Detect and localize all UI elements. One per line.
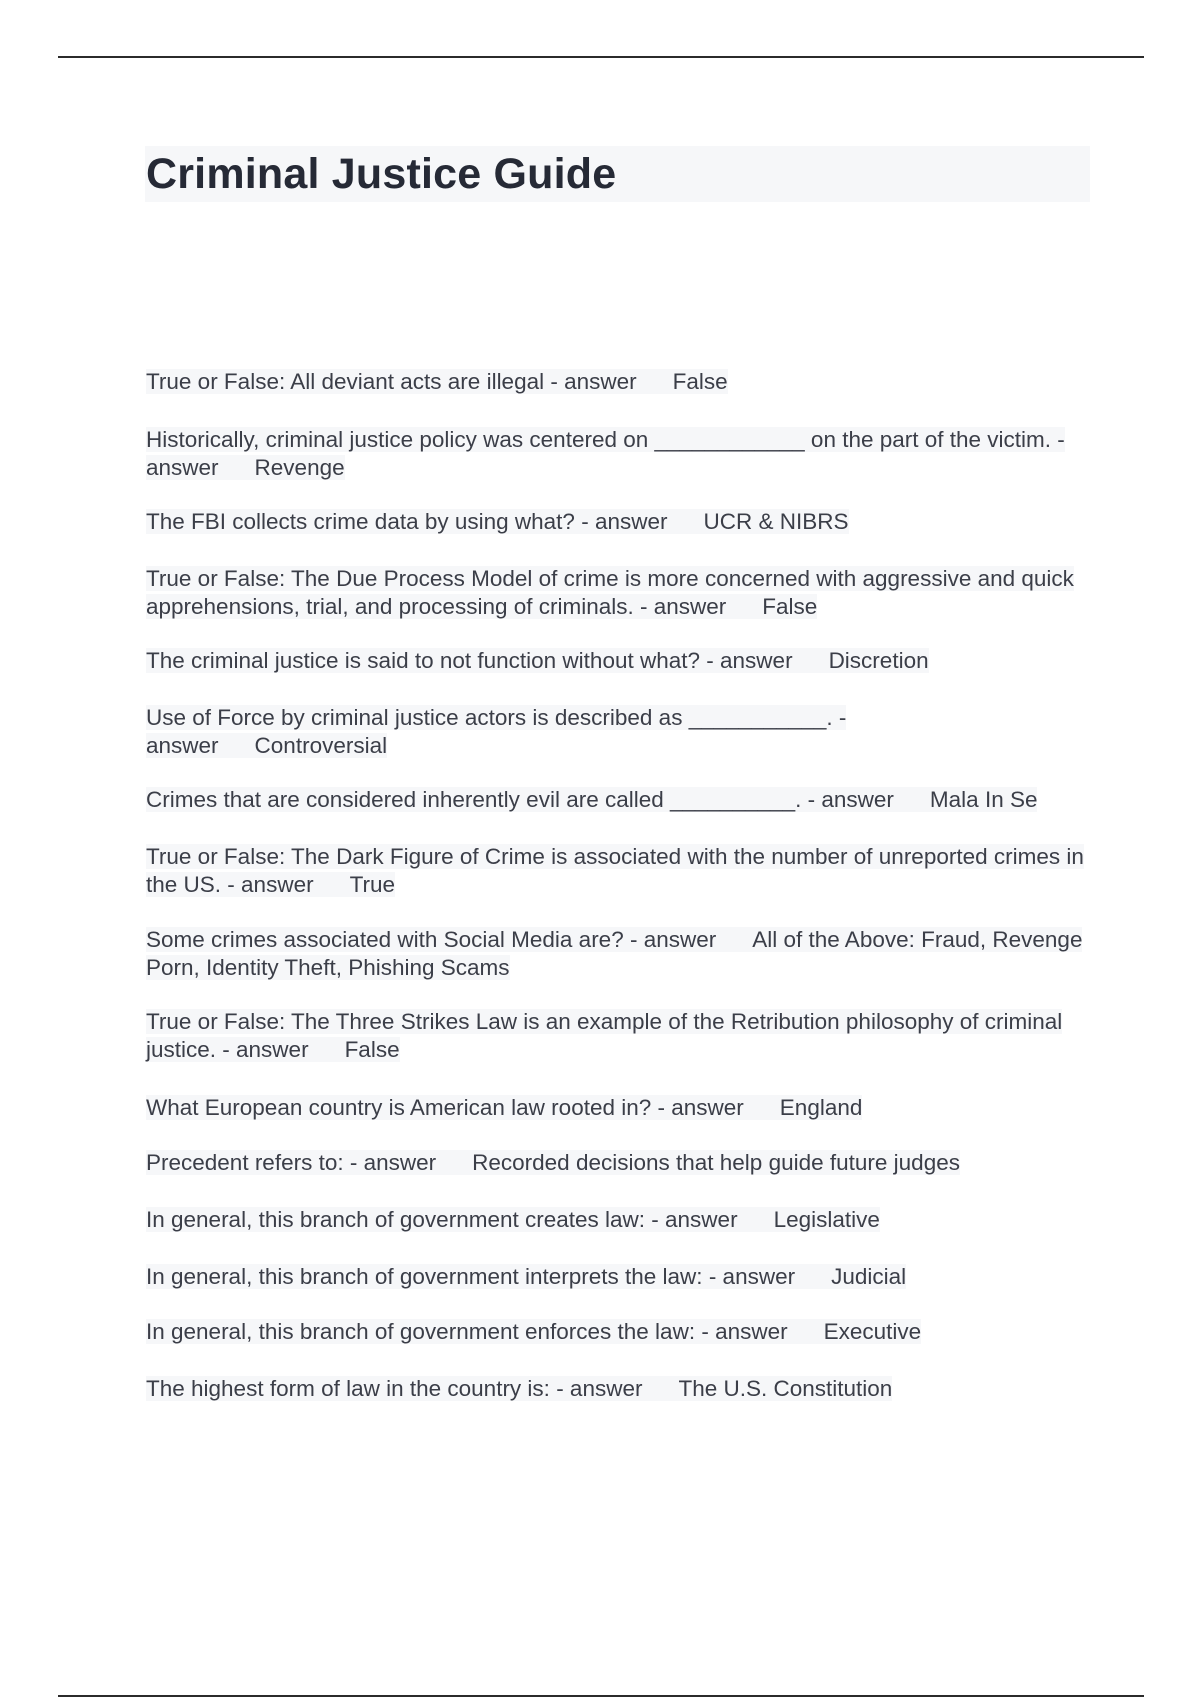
qa-list — [146, 368, 1091, 1403]
question: Some crimes associated with Social Media are? — [146, 927, 624, 952]
qa-item — [146, 1318, 1091, 1346]
question: The highest form of law in the country is: — [146, 1376, 550, 1401]
answer-separator: - answer — [146, 705, 847, 758]
question: In general, this branch of government creates law: — [146, 1207, 646, 1232]
qa-item — [146, 426, 1091, 482]
answer: Revenge — [254, 455, 345, 480]
answer-separator: - answer — [702, 1264, 796, 1289]
qa-item — [146, 1375, 1091, 1403]
qa-item — [146, 1149, 1091, 1177]
answer-separator: - answer — [695, 1319, 788, 1344]
answer: False — [672, 369, 728, 394]
qa-item — [146, 1206, 1091, 1234]
answer-separator: - answer — [146, 427, 1065, 480]
top-rule — [58, 56, 1144, 58]
answer-separator: - answer — [574, 509, 668, 534]
question: The FBI collects crime data by using what? — [146, 509, 575, 534]
answer: Judicial — [831, 1264, 907, 1289]
answer: False — [762, 594, 818, 619]
qa-item — [146, 647, 1091, 675]
question: True or False: All deviant acts are illegal — [146, 369, 545, 394]
answer-separator: - answer — [651, 1095, 744, 1120]
qa-item — [146, 926, 1091, 982]
qa-item — [146, 508, 1091, 536]
answer: Legislative — [773, 1207, 880, 1232]
answer-separator: - answer — [645, 1207, 738, 1232]
question: What European country is American law rooted in? — [146, 1095, 652, 1120]
qa-item — [146, 786, 1091, 814]
answer: Mala In Se — [929, 787, 1038, 812]
question: The criminal justice is said to not function without what? — [146, 648, 701, 673]
bottom-rule — [58, 1695, 1144, 1697]
qa-item — [146, 1008, 1091, 1064]
qa-item — [146, 368, 1091, 396]
qa-item — [146, 1263, 1091, 1291]
answer-separator: - answer — [623, 927, 717, 952]
answer-separator: - answer — [343, 1150, 437, 1175]
question: Crimes that are considered inherently evil are called __________. — [146, 787, 802, 812]
question: True or False: The Due Process Model of crime is more concerned with aggressive and quick apprehensions, trial, and processing of criminals. — [146, 566, 1074, 619]
question: Precedent refers to: — [146, 1150, 344, 1175]
answer-separator: - answer — [700, 648, 793, 673]
question: True or False: The Three Strikes Law is an example of the Retribution philosophy of criminal justice. — [146, 1009, 1063, 1062]
qa-item — [146, 1094, 1091, 1122]
answer-separator: - answer — [549, 1376, 643, 1401]
question: In general, this branch of government enforces the law: — [146, 1319, 696, 1344]
answer-separator: - answer — [801, 787, 894, 812]
question: In general, this branch of government interprets the law: — [146, 1264, 703, 1289]
answer: UCR & NIBRS — [703, 509, 849, 534]
answer: Discretion — [828, 648, 929, 673]
answer-separator: - answer — [633, 594, 727, 619]
page-title: Criminal Justice Guide — [146, 150, 617, 198]
answer: All of the Above: Fraud, Revenge Porn, Identity Theft, Phishing Scams — [146, 927, 1083, 980]
answer: The U.S. Constitution — [678, 1376, 893, 1401]
answer: Recorded decisions that help guide future judges — [472, 1150, 960, 1175]
qa-item — [146, 843, 1091, 899]
answer-separator: - answer — [221, 872, 314, 897]
answer: False — [344, 1037, 400, 1062]
answer: Controversial — [254, 733, 388, 758]
answer-separator: - answer — [544, 369, 637, 394]
answer: England — [779, 1095, 863, 1120]
answer: True — [349, 872, 396, 897]
question: Historically, criminal justice policy was centered on ____________ on the part of the victim. — [146, 427, 1052, 452]
qa-item — [146, 565, 1091, 621]
question: True or False: The Dark Figure of Crime is associated with the number of unreported crimes in the US. — [146, 844, 1084, 897]
question: Use of Force by criminal justice actors is described as ___________. — [146, 705, 833, 730]
answer: Executive — [823, 1319, 922, 1344]
answer-separator: - answer — [216, 1037, 309, 1062]
qa-item — [146, 704, 1091, 760]
